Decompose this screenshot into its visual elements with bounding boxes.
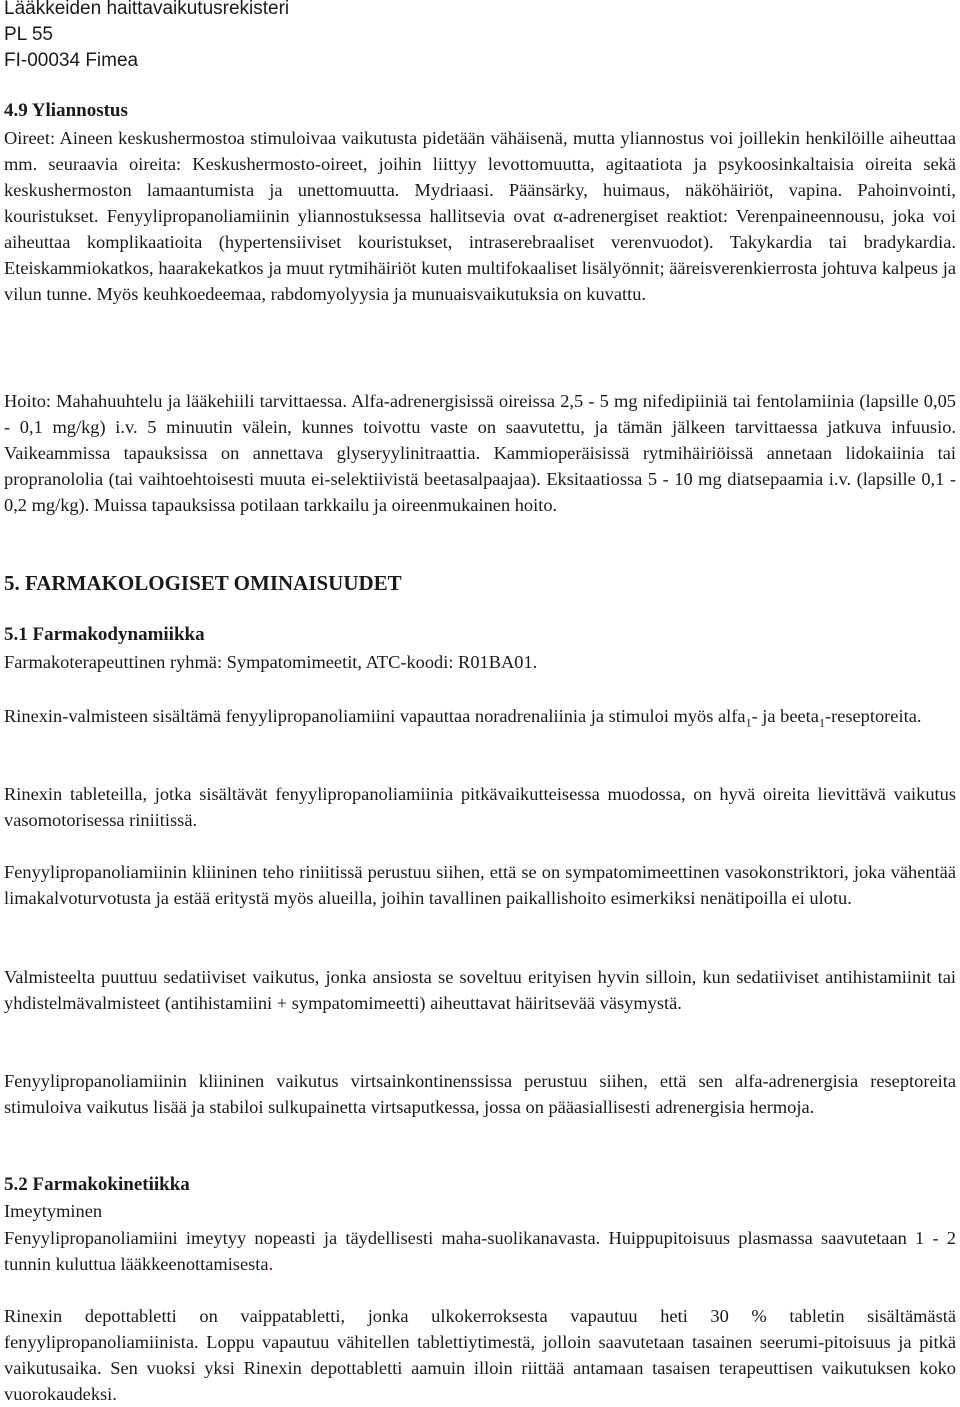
section-title-overdose: 4.9 Yliannostus	[4, 100, 128, 121]
alfa-subscript: 1	[745, 715, 752, 730]
pd-paragraph-2: Rinexin tableteilla, jotka sisältävät fenyylipropanoliamiinia pitkävaikutteisessa muodossa, on hyvä oireita lievittävä vaikutus vasomotorisessa riniitissä.	[4, 784, 956, 830]
pd-paragraph-5: Fenyylipropanoliamiinin kliininen vaikutus virtsainkontinenssissa perustuu siihen, että sen alfa-adrenergisia reseptoreita stimuloiva vaikutus lisää ja stabiloi sulkupainetta virtsaputkessa, jossa on pääasiallisesti adrenergisia hermoja.	[4, 1071, 956, 1117]
subsection-title-pharmacodynamics: 5.1 Farmakodynamiikka	[4, 624, 205, 645]
pharmacotherapeutic-group: Farmakoterapeuttinen ryhmä: Sympatomimeetit, ATC-koodi: R01BA01.	[4, 652, 538, 672]
page-header	[4, 0, 956, 74]
pk-paragraph-1-text: Fenyylipropanoliamiini imeytyy nopeasti ja täydellisesti maha-suolikanavasta. Huippupitoisuus plasmassa saavutetaan 1 - 2 tunnin kuluttua lääkkeenottamisesta	[4, 1228, 956, 1274]
header-pobox: PL 55	[4, 24, 53, 45]
pd-paragraph-1-c: -reseptoreita.	[824, 706, 922, 726]
pd-paragraph-1-a: Rinexin-valmisteen sisältämä fenyylipropanoliamiini vapauttaa noradrenaliinia ja stimuloi myös alfa	[4, 706, 746, 726]
pd-paragraph-1-b: - ja beeta	[751, 706, 819, 726]
absorption-subheading: Imeytyminen	[4, 1201, 103, 1221]
header-postal: FI-00034 Fimea	[4, 50, 139, 71]
pd-paragraph-3: Fenyylipropanoliamiinin kliininen teho riniitissä perustuu siihen, että se on sympatomimeettinen vasokonstriktori, joka vähentää limakalvoturvotusta ja estää eritystä myös alueilla, joihin tavallinen paikallishoito esimerkiksi nenätipoilla ei ulotu.	[4, 862, 956, 908]
overdose-treatment-paragraph: Hoito: Mahahuuhtelu ja lääkehiili tarvittaessa. Alfa-adrenergisissä oireissa 2,5 - 5 mg nifedipiiniä tai fentolamiinia (lapsille 0,05 - 0,1 mg/kg) i.v. 5 minuutin välein, kunnes toivottu vaste on saavutettu, ja tämän jälkeen tarvittaessa jatkuva infuusio. Vaikeammissa tapauksissa on annettava glyseryylinitraattia. Kammioperäisissä rytmihäiriöissä annetaan lidokaiinia tai propranololia (tai vaihtoehtoisesti muuta ei-selektiivistä beetasalpaajaa). Eksitaatiossa 5 - 10 mg diatsepaamia i.v. (lapsille 0,1 - 0,2 mg/kg). Muissa tapauksissa potilaan tarkkailu ja oireenmukainen hoito.	[4, 391, 956, 515]
pd-paragraph-4: Valmisteelta puuttuu sedatiiviset vaikutus, jonka ansiosta se soveltuu erityisen hyvin silloin, kun sedatiiviset antihistamiinit tai yhdistelmävalmisteet (antihistamiini + sympatomimeetti) aiheuttavat häiritsevää väsymystä.	[4, 967, 956, 1013]
pd-paragraph-1	[4, 703, 956, 736]
overdose-symptoms-paragraph: Oireet: Aineen keskushermostoa stimuloivaa vaikutusta pidetään vähäisenä, mutta yliannostus voi joillekin henkilöille aiheuttaa mm. seuraavia oireita: Keskushermosto-oireet, joihin liittyy levottomuutta, agitaatiota ja psykoosinkaltaisia oireita sekä keskushermoston lamaantumista ja unettomuutta. Mydriaasi. Päänsärky, huimaus, näköhäiriöt, vapina. Pahoinvointi, kouristukset. Fenyylipropanoliamiinin yliannostuksessa hallitsevia ovat α-adrenergiset reaktiot: Verenpaineennousu, joka voi aiheuttaa komplikaatioita (hypertensiiviset kouristukset, intraserebraaliset verenvuodot). Takykardia tai bradykardia. Eteiskammiokatkos, haarakekatkos ja muut rytmihäiriöt kuten multifokaaliset lisälyönnit; ääreisverenkierrosta johtuva kalpeus ja vilun tunne. Myös keuhkoedeemaa, rabdomyolyysia ja munuaisvaikutuksia on kuvattu.	[4, 128, 956, 304]
header-registry: Lääkkeiden haittavaikutusrekisteri	[4, 0, 290, 19]
pk-paragraph-1-dot: .	[268, 1254, 274, 1274]
subsection-title-pharmacokinetics: 5.2 Farmakokinetiikka	[4, 1174, 190, 1195]
beeta-subscript: 1	[818, 715, 825, 730]
pk-paragraph-1	[4, 1225, 956, 1277]
pk-paragraph-2: Rinexin depottabletti on vaippatabletti, jonka ulkokerroksesta vapautuu heti 30 % tabletin sisältämästä fenyylipropanoliamiinista. Loppu vapautuu vähitellen tablettiytimestä, jolloin saavutetaan tasainen seerumi-pitoisuus ja pitkä vaikutusaika. Sen vuoksi yksi Rinexin depottabletti aamuin illoin riittää antamaan tasaisen terapeuttisen vaikutuksen koko vuorokaudeksi.	[4, 1306, 956, 1404]
section-title-pharmacology: 5. FARMAKOLOGISET OMINAISUUDET	[4, 571, 402, 595]
